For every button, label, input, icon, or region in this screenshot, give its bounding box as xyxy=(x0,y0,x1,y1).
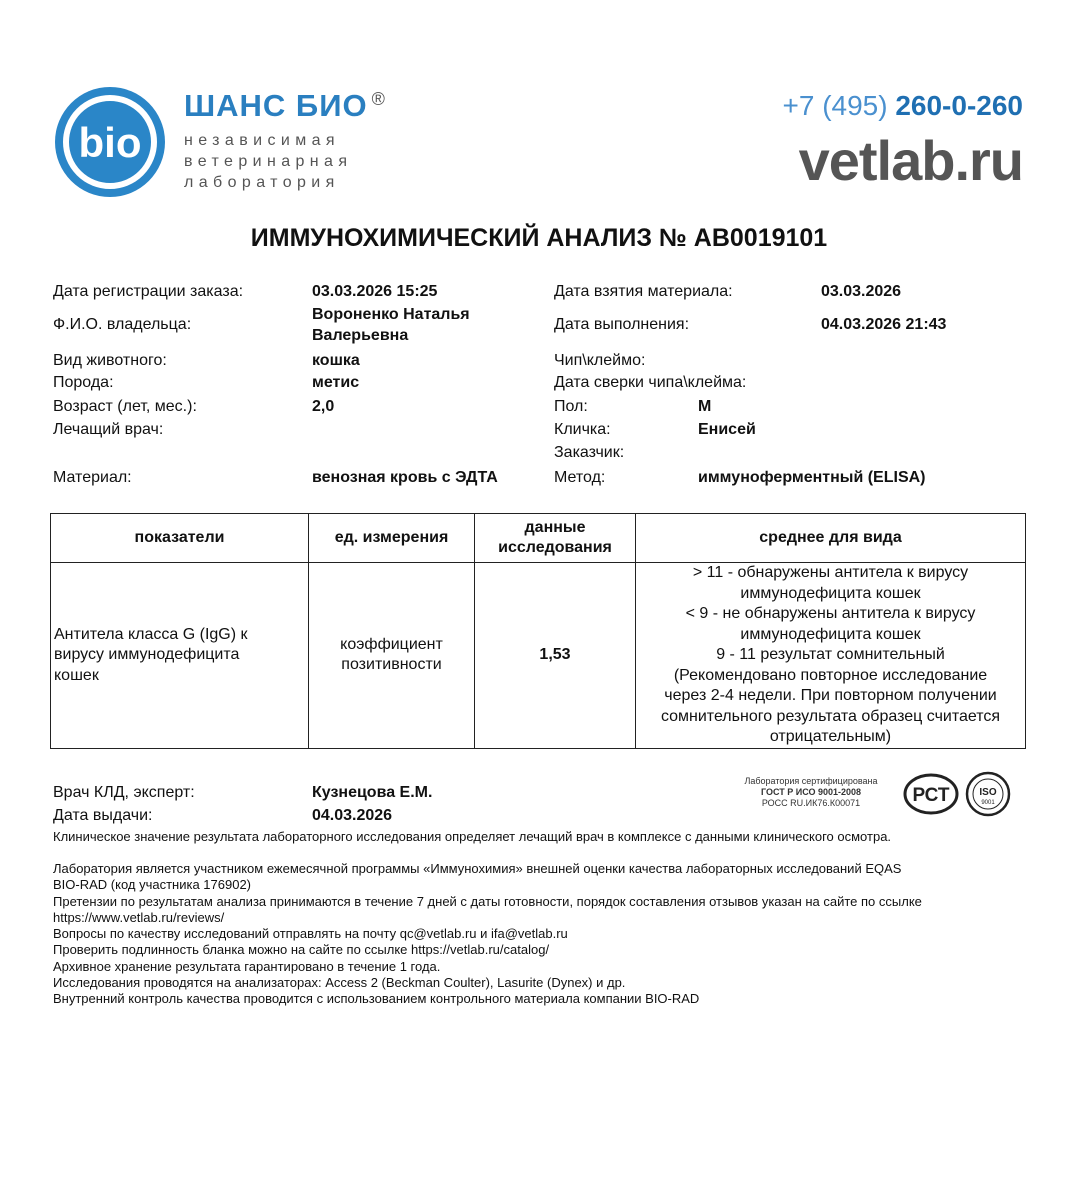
value-registration-date: 03.03.2026 15:25 xyxy=(312,283,438,300)
note-line: Претензии по результатам анализа принимаются в течение 7 дней с даты готовности, порядок составления отзывов указан на сайте по ссылке xyxy=(53,893,922,909)
phone-number: +7 (495) 260-0-260 xyxy=(782,90,1023,121)
label-material: Материал: xyxy=(53,469,132,486)
label-species: Вид животного: xyxy=(53,352,167,369)
brand-name: ШАНС БИО ® xyxy=(184,88,386,123)
brand-subtitle-1: независимая xyxy=(184,132,340,149)
label-age: Возраст (лет, мес.): xyxy=(53,398,197,415)
iso-certification-icon xyxy=(965,771,1011,817)
iso-mark-text: ISO xyxy=(979,787,997,798)
value-sampling-date: 03.03.2026 xyxy=(821,283,902,300)
brand-subtitle-2: ветеринарная xyxy=(184,153,353,170)
value-material: венозная кровь с ЭДТА xyxy=(312,469,498,486)
notes-block xyxy=(53,861,922,1008)
label-breed: Порода: xyxy=(53,374,114,391)
value-pet-name: Енисей xyxy=(698,421,756,438)
clinical-note: Клиническое значение результата лабораторного исследования определяет лечащий врач в комплексе с данными клинического осмотра. xyxy=(53,829,892,844)
header-indicators: показатели xyxy=(51,514,309,563)
note-line: https://www.vetlab.ru/reviews/ xyxy=(53,909,225,925)
value-owner-line1: Вороненко Наталья xyxy=(312,306,470,323)
note-line: Вопросы по качеству исследований отправлять на почту qc@vetlab.ru и ifa@vetlab.ru xyxy=(53,926,568,942)
note-line: BIO-RAD (код участника 176902) xyxy=(53,877,252,893)
cell-reference: > 11 - обнаружены антитела к вирусу иммунодефицита кошек < 9 - не обнаружены антитела к вирусу иммунодефицита кошек 9 - 11 результат сомнительный (Рекомендовано повторное исследование через 2-4 недели. При повторном получении сомнительного результата образец считается отрицательным) xyxy=(636,563,1026,749)
header-reference: среднее для вида xyxy=(636,514,1026,563)
value-species: кошка xyxy=(312,352,360,369)
cell-result: 1,53 xyxy=(475,563,636,749)
label-attending-doctor: Лечащий врач: xyxy=(53,421,164,438)
header-result: данные исследования xyxy=(475,514,636,563)
header-units: ед. измерения xyxy=(309,514,475,563)
value-owner-line2: Валерьевна xyxy=(312,327,409,344)
label-completion-date: Дата выполнения: xyxy=(554,316,690,333)
site-name: vetlab.ru xyxy=(798,129,1023,192)
bio-logo xyxy=(52,84,168,200)
table-row xyxy=(51,563,1026,749)
document-title: ИММУНОХИМИЧЕСКИЙ АНАЛИЗ № AB0019101 xyxy=(250,224,828,252)
note-line: Лаборатория является участником ежемесячной программы «Иммунохимия» внешней оценки качества лабораторных исследований EQAS xyxy=(53,861,902,876)
certification-text: Лаборатория сертифицирована ГОСТ Р ИСО 9001-2008 РОСС RU.ИК76.К00071 xyxy=(744,776,878,808)
note-line: Проверить подлинность бланка можно на сайте по ссылке https://vetlab.ru/catalog/ xyxy=(53,942,550,958)
label-customer: Заказчик: xyxy=(554,444,625,461)
cell-unit: коэффициент позитивности xyxy=(309,563,475,749)
note-line: Архивное хранение результата гарантировано в течение 1 года. xyxy=(53,958,441,974)
value-breed: метис xyxy=(312,374,360,391)
value-age: 2,0 xyxy=(312,398,335,415)
note-line: Внутренний контроль качества проводится с использованием контрольного материала компании BIO-RAD xyxy=(53,991,700,1007)
rst-mark-text: РСТ xyxy=(912,785,950,806)
label-owner: Ф.И.О. владельца: xyxy=(53,316,192,333)
value-doctor: Кузнецова Е.М. xyxy=(312,784,433,801)
cell-indicator: Антитела класса G (IgG) к вирусу иммунодефицита кошек xyxy=(51,563,309,749)
value-issue-date: 04.03.2026 xyxy=(312,807,393,824)
label-sampling-date: Дата взятия материала: xyxy=(554,283,733,300)
label-method: Метод: xyxy=(554,469,606,486)
results-table xyxy=(50,513,1026,749)
value-completion-date: 04.03.2026 21:43 xyxy=(821,316,947,333)
label-issue-date: Дата выдачи: xyxy=(53,807,153,824)
table-header-row xyxy=(51,514,1026,563)
label-sex: Пол: xyxy=(554,398,588,415)
logo-text: bio xyxy=(78,119,142,166)
label-doctor: Врач КЛД, эксперт: xyxy=(53,784,195,801)
label-chip-check-date: Дата сверки чипа\клейма: xyxy=(554,374,747,391)
label-registration-date: Дата регистрации заказа: xyxy=(53,283,244,300)
registered-mark: ® xyxy=(371,88,386,109)
value-method: иммуноферментный (ELISA) xyxy=(698,469,926,486)
rst-certification-icon xyxy=(902,772,960,816)
brand-subtitle-3: лаборатория xyxy=(184,174,340,191)
note-line: Исследования проводятся на анализаторах: Access 2 (Beckman Coulter), Lasurite (Dynex) и др. xyxy=(53,975,626,991)
iso-number-text: 9001 xyxy=(981,800,995,806)
label-chip: Чип\клеймо: xyxy=(554,352,646,369)
value-sex: М xyxy=(698,398,712,415)
label-pet-name: Кличка: xyxy=(554,421,611,438)
